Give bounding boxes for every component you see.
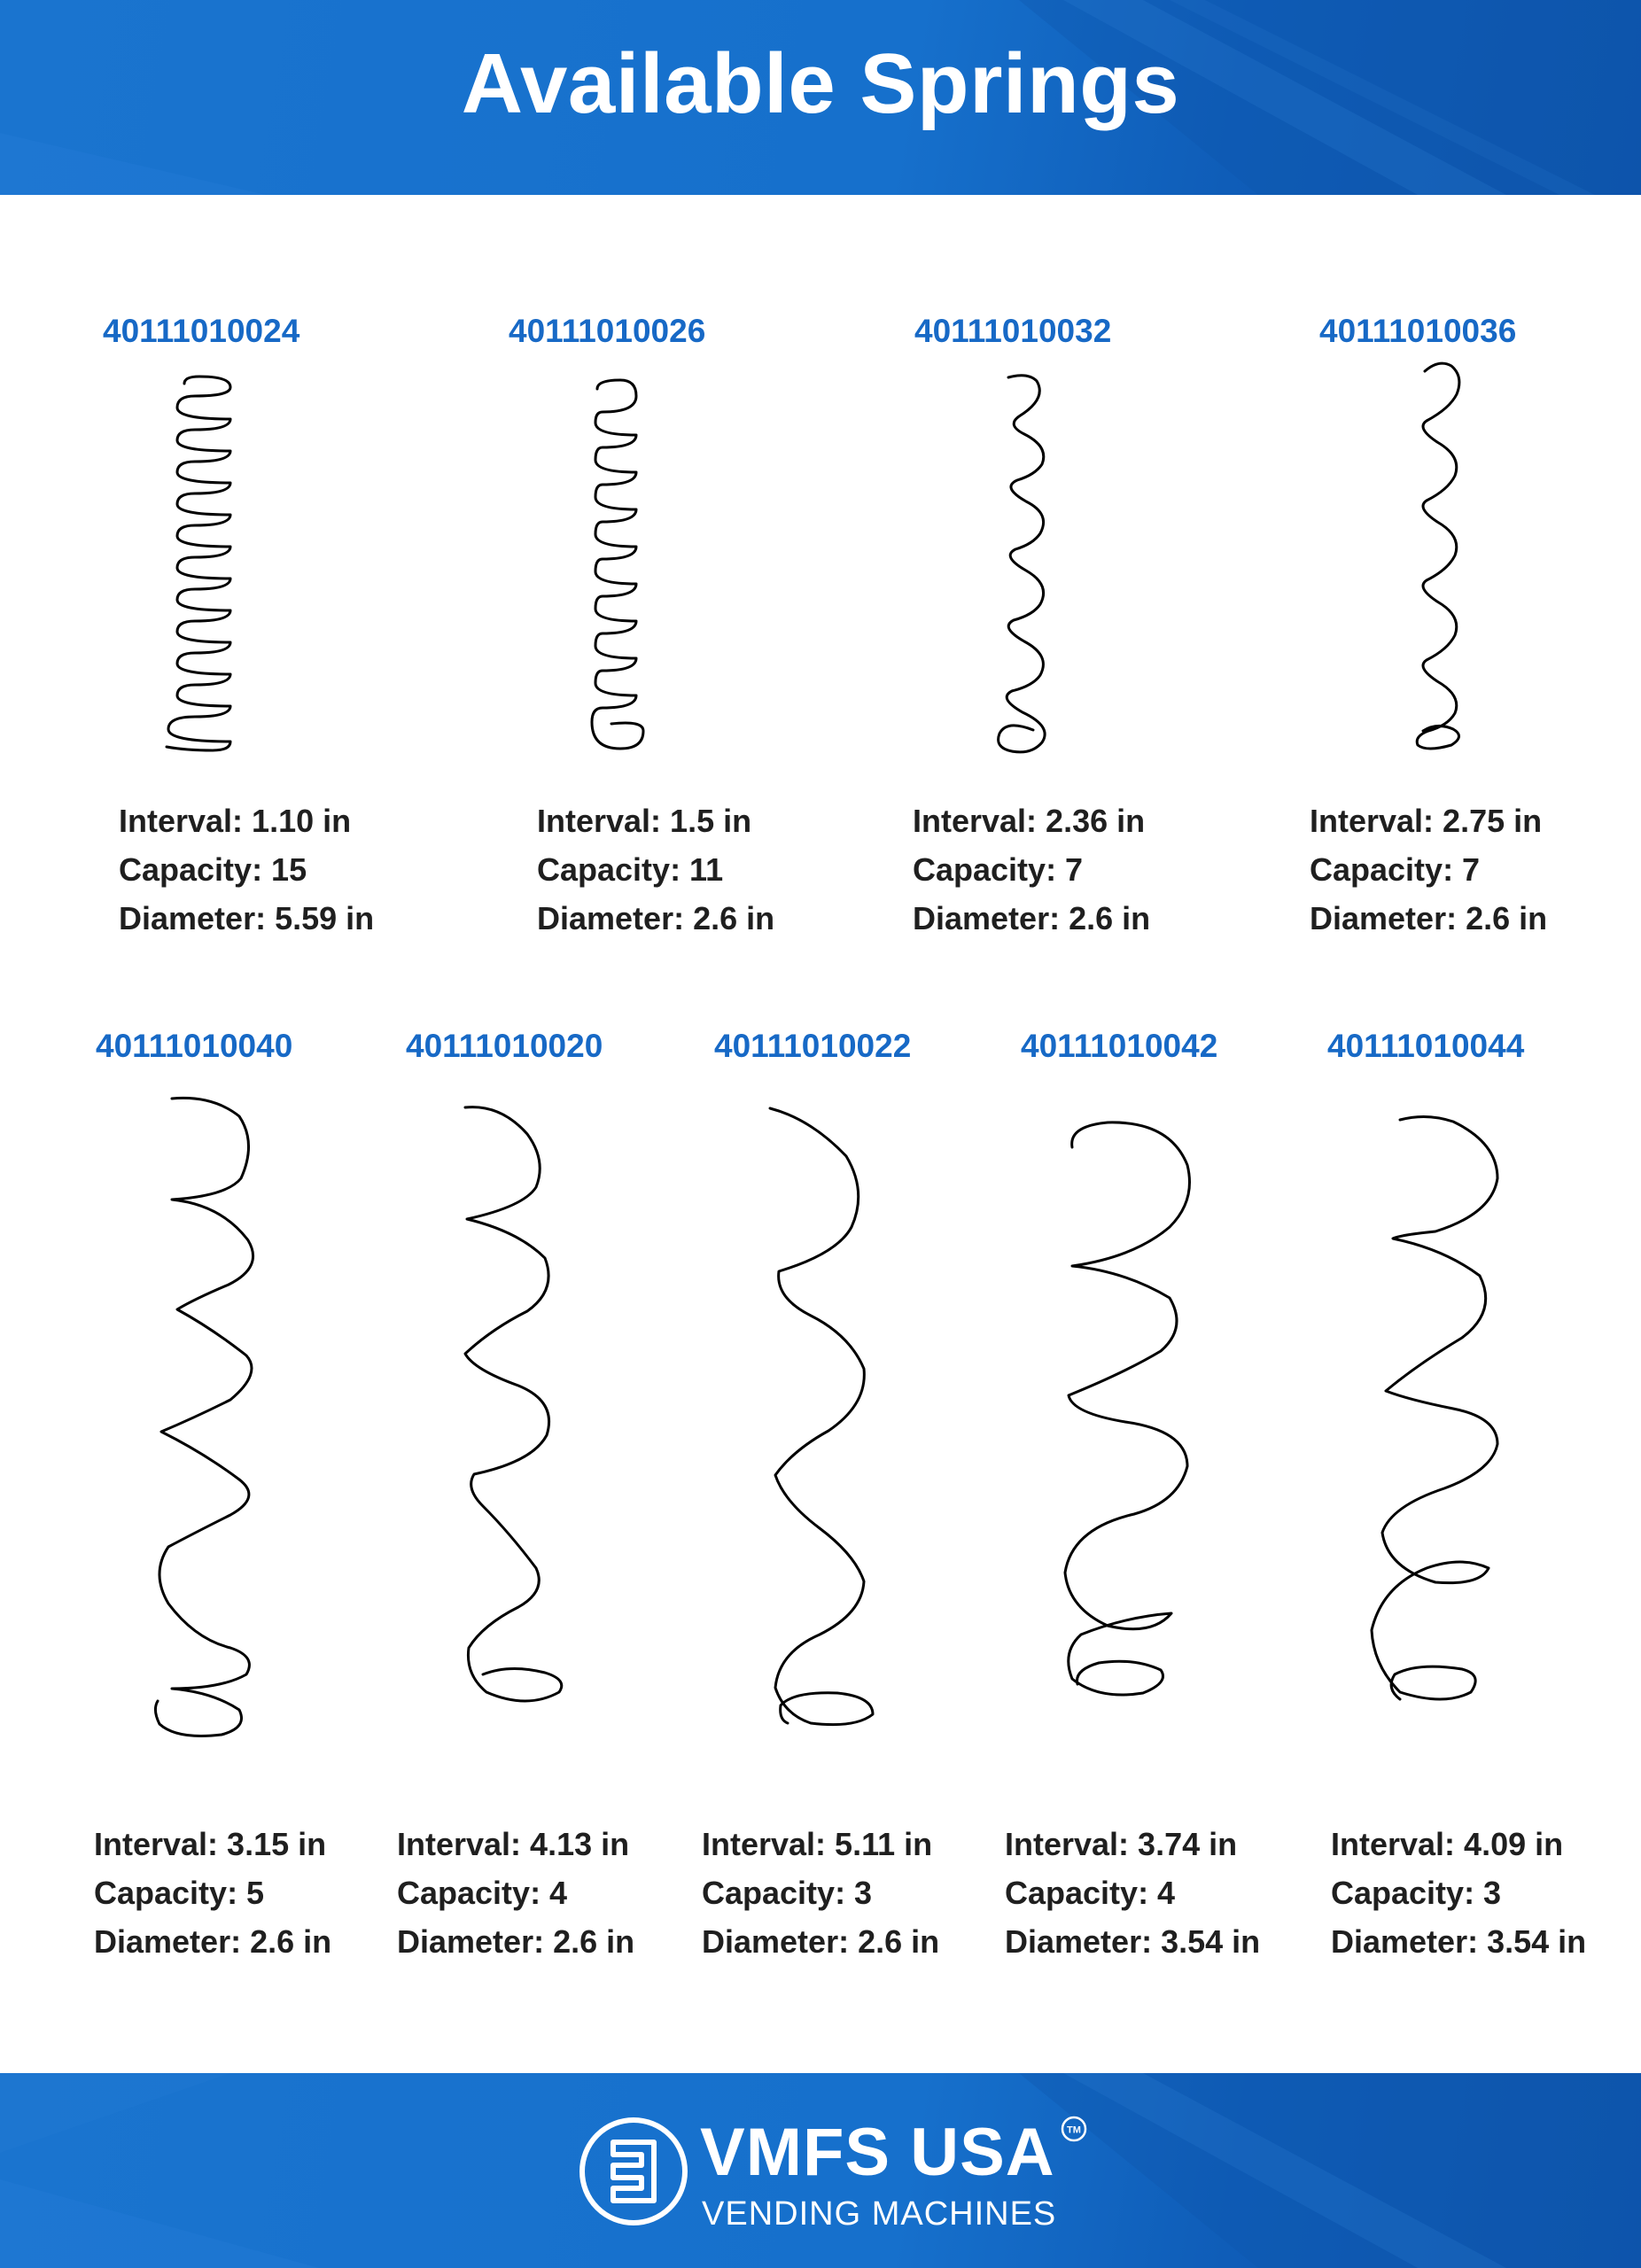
spec-capacity: Capacity: 3 <box>1331 1875 1502 1911</box>
brand-tagline: VENDING MACHINES <box>702 2195 1057 2233</box>
coil-spring-icon <box>447 1099 580 1736</box>
coil-spring-icon <box>159 377 257 757</box>
coil-spring-icon <box>1365 1107 1524 1728</box>
spring-sku: 40111010040 <box>96 1028 293 1064</box>
spec-capacity: Capacity: 4 <box>397 1875 568 1911</box>
spec-capacity: Capacity: 7 <box>1310 851 1481 888</box>
coil-spring-icon <box>992 372 1090 762</box>
coil-spring-icon <box>1409 359 1506 757</box>
spring-specs <box>702 1820 939 1966</box>
spring-specs <box>397 1820 634 1966</box>
spring-sku: 40111010036 <box>1319 313 1517 349</box>
spec-interval: Interval: 2.36 in <box>913 803 1146 839</box>
spring-specs <box>1331 1820 1586 1966</box>
spring-specs <box>1310 796 1547 943</box>
spec-interval: Interval: 4.13 in <box>397 1826 630 1862</box>
spec-interval: Interval: 1.10 in <box>119 803 352 839</box>
coil-spring-icon <box>142 1090 284 1745</box>
spec-diameter: Diameter: 2.6 in <box>94 1923 332 1960</box>
spec-diameter: Diameter: 2.6 in <box>537 900 775 936</box>
spec-interval: Interval: 5.11 in <box>702 1826 933 1862</box>
coil-spring-icon <box>758 1103 890 1732</box>
spec-interval: Interval: 4.09 in <box>1331 1826 1564 1862</box>
vmfs-logo-icon <box>578 2116 689 2227</box>
spec-diameter: Diameter: 2.6 in <box>397 1923 635 1960</box>
trademark-icon <box>1061 2116 1087 2142</box>
spring-specs <box>94 1820 331 1966</box>
spring-specs <box>1005 1820 1260 1966</box>
spec-capacity: Capacity: 11 <box>537 851 724 888</box>
spring-sku: 40111010020 <box>406 1028 603 1064</box>
spring-specs <box>913 796 1150 943</box>
trademark-text: TM <box>1067 2124 1081 2136</box>
spec-diameter: Diameter: 2.6 in <box>702 1923 940 1960</box>
spring-sku: 40111010044 <box>1327 1028 1525 1064</box>
spring-specs <box>537 796 774 943</box>
header-banner <box>0 0 1641 195</box>
spec-capacity: Capacity: 7 <box>913 851 1084 888</box>
coil-spring-icon <box>1054 1112 1214 1723</box>
spec-capacity: Capacity: 15 <box>119 851 307 888</box>
spec-interval: Interval: 3.74 in <box>1005 1826 1238 1862</box>
page-title: Available Springs <box>461 36 1180 131</box>
spring-specs <box>119 796 374 943</box>
spring-sku: 40111010032 <box>914 313 1112 349</box>
spring-sku: 40111010022 <box>714 1028 912 1064</box>
spring-sku: 40111010026 <box>509 313 706 349</box>
brand-logo <box>578 2109 1092 2241</box>
coil-spring-icon <box>585 377 682 757</box>
spec-capacity: Capacity: 4 <box>1005 1875 1176 1911</box>
spec-diameter: Diameter: 2.6 in <box>1310 900 1548 936</box>
spec-interval: Interval: 2.75 in <box>1310 803 1543 839</box>
spec-diameter: Diameter: 2.6 in <box>913 900 1151 936</box>
brand-name: VMFS USA <box>700 2115 1055 2190</box>
spec-diameter: Diameter: 3.54 in <box>1331 1923 1587 1960</box>
spring-sku: 40111010024 <box>103 313 300 349</box>
spec-capacity: Capacity: 5 <box>94 1875 265 1911</box>
spec-diameter: Diameter: 3.54 in <box>1005 1923 1261 1960</box>
spring-sku: 40111010042 <box>1021 1028 1218 1064</box>
spec-interval: Interval: 1.5 in <box>537 803 752 839</box>
spec-interval: Interval: 3.15 in <box>94 1826 327 1862</box>
spec-diameter: Diameter: 5.59 in <box>119 900 375 936</box>
spec-capacity: Capacity: 3 <box>702 1875 873 1911</box>
